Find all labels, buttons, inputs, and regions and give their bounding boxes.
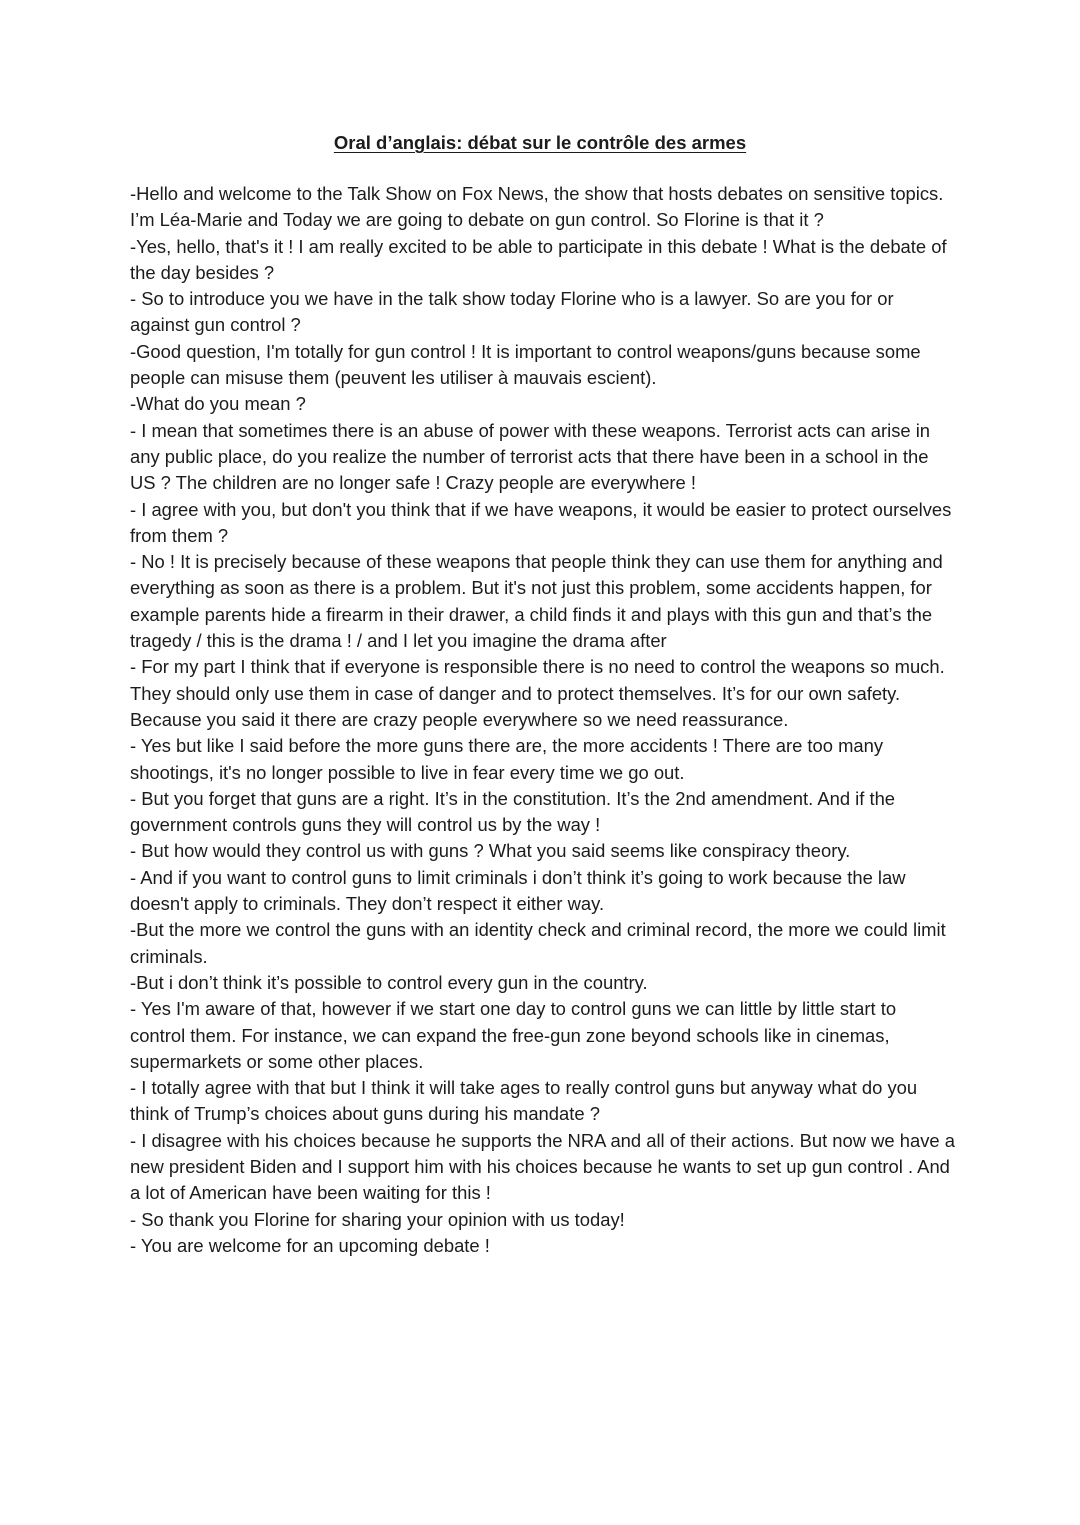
dialogue-line: - I disagree with his choices because he supports the NRA and all of their actions. But now we have a new president Biden and I support him with his choices because he wants to set up gun control . And a lot of American have been waiting for this ! [130, 1129, 955, 1204]
document-title: Oral d’anglais: débat sur le contrôle des armes [333, 132, 747, 153]
dialogue-line: -Hello and welcome to the Talk Show on Fox News, the show that hosts debates on sensitive topics. I’m Léa-Marie and Today we are going to debate on gun control. So Florine is that it ? [130, 183, 944, 231]
dialogue-line: -Yes, hello, that's it ! I am really excited to be able to participate in this debate ! What is the debate of the day besides ? [130, 235, 947, 283]
dialogue-line: - Yes but like I said before the more guns there are, the more accidents ! There are too many shootings, it's no longer possible to live in fear every time we go out. [130, 735, 884, 783]
dialogue-line: - So thank you Florine for sharing your opinion with us today! [130, 1208, 625, 1230]
dialogue-line: -Good question, I'm totally for gun control ! It is important to control weapons/guns because some people can misuse them (peuvent les utiliser à mauvais escient). [130, 340, 921, 389]
dialogue-line: -But the more we control the guns with an identity check and criminal record, the more we could limit criminals. [130, 919, 946, 967]
document-body [130, 181, 955, 1259]
dialogue-line: - You are welcome for an upcoming debate ! [130, 1234, 490, 1256]
dialogue-line: - But you forget that guns are a right. It’s in the constitution. It’s the 2nd amendment. And if the government controls guns they will control us by the way ! [130, 787, 896, 836]
dialogue-line: - No ! It is precisely because of these weapons that people think they can use them for anything and everything as soon as there is a problem. But it's not just this problem, some accidents happen, for example parents hide a firearm in their drawer, a child finds it and plays with this gun and that’s the tragedy / this is the drama ! / and I let you imagine the drama after [130, 551, 943, 652]
dialogue-line: -What do you mean ? [130, 393, 306, 415]
dialogue-line: - So to introduce you we have in the talk show today Florine who is a lawyer. So are you for or against gun control ? [130, 288, 894, 336]
dialogue-line: - For my part I think that if everyone is responsible there is no need to control the weapons so much. They should only use them in case of danger and to protect themselves. It’s for our own safety. Because you said it there are crazy people everywhere so we need reassurance. [130, 656, 945, 730]
dialogue-line: - I totally agree with that but I think it will take ages to really control guns but anyway what do you think of Trump’s choices about guns during his mandate ? [130, 1077, 918, 1125]
dialogue-line: - I mean that sometimes there is an abuse of power with these weapons. Terrorist acts can arise in any public place, do you realize the number of terrorist acts that there have been in a school in the US ? The children are no longer safe ! Crazy people are everywhere ! [130, 419, 931, 494]
dialogue-line: -But i don’t think it’s possible to control every gun in the country. [130, 971, 648, 993]
dialogue-line: - And if you want to control guns to limit criminals i don’t think it’s going to work because the law doesn't apply to criminals. They don’t respect it either way. [130, 866, 906, 915]
dialogue-line: - I agree with you, but don't you think that if we have weapons, it would be easier to protect ourselves from them ? [130, 498, 952, 546]
dialogue-line: - But how would they control us with guns ? What you said seems like conspiracy theory. [130, 840, 851, 862]
dialogue-line: - Yes I'm aware of that, however if we start one day to control guns we can little by little start to control them. For instance, we can expand the free-gun zone beyond schools like in cinemas, supermarkets or some other places. [130, 998, 897, 1072]
